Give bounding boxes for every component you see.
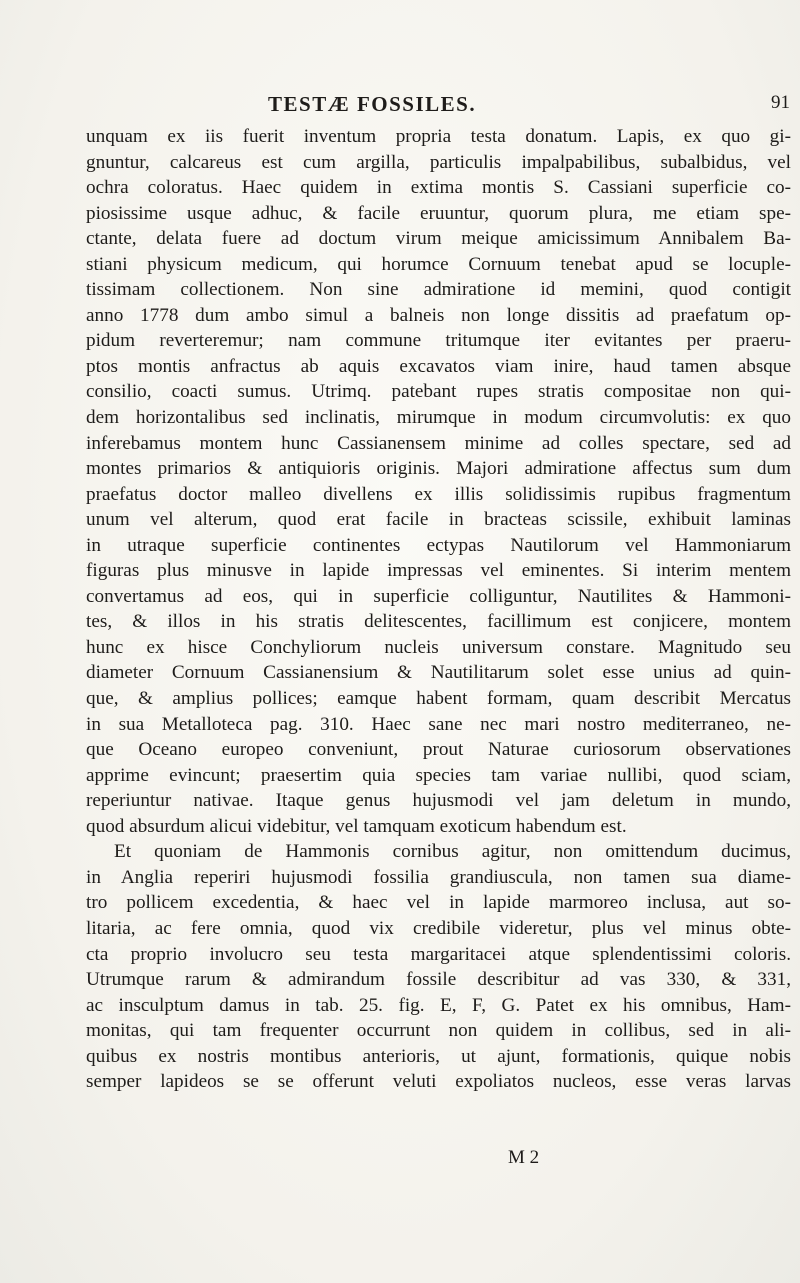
text-line: tes, & illos in his stratis delitescentes, facillimum est conjicere, montem xyxy=(86,611,791,633)
text-line: unquam ex iis fuerit inventum propria testa donatum. Lapis, ex quo gi- xyxy=(86,126,791,147)
text-line: consilio, coacti sumus. Utrimq. patebant rupes stratis compositae non qui- xyxy=(86,381,791,403)
page-number: 91 xyxy=(771,92,790,113)
text-line: gnuntur, calcareus est cum argilla, particulis impalpabilibus, subalbidus, vel xyxy=(86,151,791,173)
running-title: TESTÆ FOSSILES. xyxy=(268,92,477,116)
text-line: ctante, delata fuere ad doctum virum meique amicissimum Annibalem Ba- xyxy=(86,228,791,250)
text-line: cta proprio involucro seu testa margaritacei atque splendentissimi coloris. xyxy=(86,943,791,965)
text-line: ochra coloratus. Haec quidem in extima montis S. Cassiani superficie co- xyxy=(86,177,791,199)
text-line: figuras plus minusve in lapide impressas vel eminentes. Si interim mentem xyxy=(86,560,791,582)
text-line: quod absurdum alicui videbitur, vel tamquam exoticum habendum est. xyxy=(86,815,627,837)
text-line: hunc ex hisce Conchyliorum nucleis universum constare. Magnitudo seu xyxy=(86,636,791,658)
text-line: que, & amplius pollices; eamque habent formam, quam describit Mercatus xyxy=(86,688,791,710)
text-line: in utraque superficie continentes ectypas Nautilorum vel Hammoniarum xyxy=(86,534,791,556)
text-line: litaria, ac fere omnia, quod vix credibile videretur, plus vel minus obte- xyxy=(86,917,791,939)
text-line: ptos montis anfractus ab aquis excavatos viam inire, haud tamen absque xyxy=(86,355,791,377)
paragraph-start-line: Et quoniam de Hammonis cornibus agitur, non omittendum ducimus, xyxy=(114,841,791,863)
text-line: inferebamus montem hunc Cassianensem minime ad colles spectare, sed ad xyxy=(86,432,791,454)
text-line: praefatus doctor malleo divellens ex illis solidissimis rupibus fragmentum xyxy=(86,483,791,505)
text-line: montes primarios & antiquioris originis. Majori admiratione affectus sum dum xyxy=(86,458,791,480)
text-line: monitas, qui tam frequenter occurrunt non quidem in collibus, sed in ali- xyxy=(86,1020,791,1042)
text-line: in sua Metalloteca pag. 310. Haec sane nec mari nostro mediterraneo, ne- xyxy=(86,713,791,735)
text-line: que Oceano europeo conveniunt, prout Naturae curiosorum observationes xyxy=(86,739,791,761)
text-line: tissimam collectionem. Non sine admiratione id memini, quod contigit xyxy=(86,279,791,301)
text-line: stiani physicum medicum, qui horumce Cornuum tenebat apud se locuple- xyxy=(86,253,791,275)
text-line: unum vel alterum, quod erat facile in bracteas scissile, exhibuit laminas xyxy=(86,509,791,531)
text-line: in Anglia reperiri hujusmodi fossilia grandiuscula, non tamen sua diame- xyxy=(86,866,791,888)
text-line: pidum reverteremur; nam commune tritumque iter evitantes per praeru- xyxy=(86,330,791,352)
text-line: quibus ex nostris montibus anterioris, ut ajunt, formationis, quique nobis xyxy=(86,1045,791,1067)
text-line: diameter Cornuum Cassianensium & Nautilitarum solet esse unius ad quin- xyxy=(86,662,791,684)
text-line: piosissime usque adhuc, & facile eruuntur, quorum plura, me etiam spe- xyxy=(86,202,791,224)
text-line: dem horizontalibus sed inclinatis, mirumque in modum circumvolutis: ex quo xyxy=(86,407,791,429)
text-line: anno 1778 dum ambo simul a balneis non longe dissitis ad praefatum op- xyxy=(86,304,791,326)
text-line: reperiuntur nativae. Itaque genus hujusmodi vel jam deletum in mundo, xyxy=(86,790,791,812)
text-line: Utrumque rarum & admirandum fossile describitur ad vas 330, & 331, xyxy=(86,969,791,991)
body-text xyxy=(86,124,791,1095)
text-line: tro pollicem excedentia, & haec vel in lapide marmoreo inclusa, aut so- xyxy=(86,892,791,914)
signature-mark: M 2 xyxy=(508,1147,540,1168)
text-line: apprime evincunt; praesertim quia species tam variae nullibi, quod sciam, xyxy=(86,764,791,786)
text-line: semper lapideos se se offerunt veluti expoliatos nucleos, esse veras larvas xyxy=(86,1071,791,1093)
text-line: convertamus ad eos, qui in superficie colliguntur, Nautilites & Hammoni- xyxy=(86,585,791,607)
page-header xyxy=(90,92,790,120)
text-line: ac insculptum damus in tab. 25. fig. E, F, G. Patet ex his omnibus, Ham- xyxy=(86,994,791,1016)
